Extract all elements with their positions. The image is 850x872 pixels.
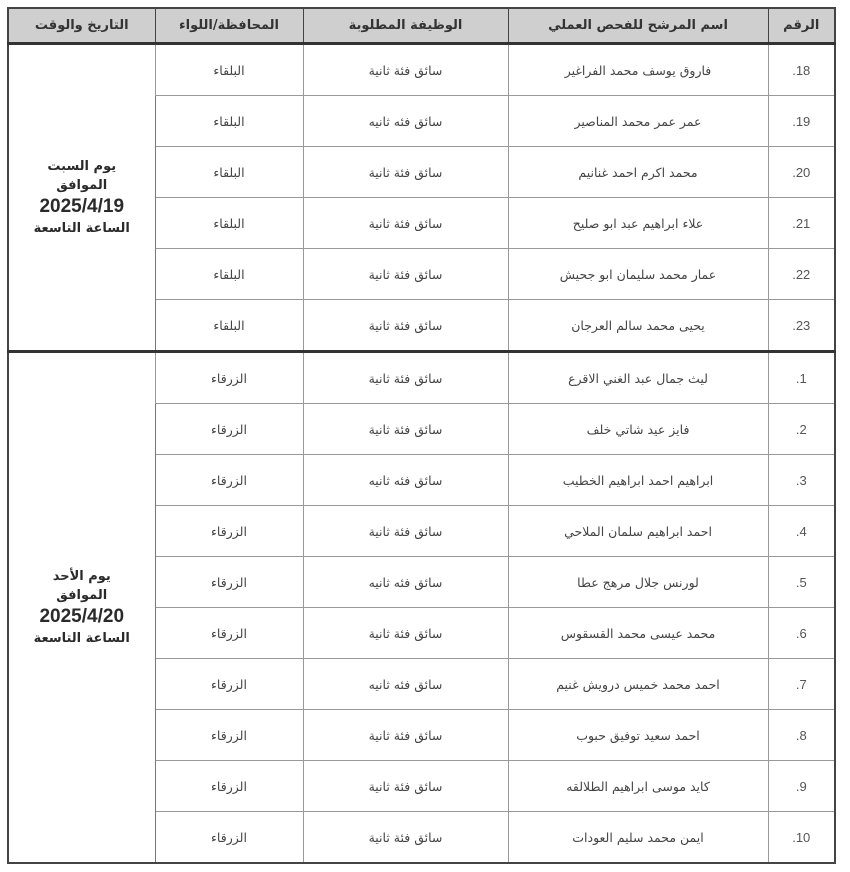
job-title: سائق فئه ثانيه (303, 659, 508, 710)
candidate-name: احمد ابراهيم سلمان الملاحي (508, 506, 768, 557)
province: الزرقاء (155, 506, 303, 557)
row-number: 1. (768, 352, 835, 404)
row-number: 21. (768, 198, 835, 249)
row-number: 18. (768, 44, 835, 96)
row-number: 20. (768, 147, 835, 198)
job-title: سائق فئة ثانية (303, 710, 508, 761)
row-number: 5. (768, 557, 835, 608)
candidate-name: يحيى محمد سالم العرجان (508, 300, 768, 352)
job-title: سائق فئه ثانيه (303, 455, 508, 506)
exam-schedule-table (7, 7, 836, 864)
candidate-name: فايز عيد شاتي خلف (508, 404, 768, 455)
job-title: سائق فئه ثانيه (303, 557, 508, 608)
row-number: 22. (768, 249, 835, 300)
province: الزرقاء (155, 352, 303, 404)
table-row (8, 352, 835, 404)
schedule-time: الساعة التاسعة (33, 221, 130, 236)
row-number: 10. (768, 812, 835, 864)
header-job: الوظيفة المطلوبة (303, 8, 508, 44)
province: الزرقاء (155, 557, 303, 608)
schedule-time: الساعة التاسعة (33, 631, 130, 646)
schedule-day: يوم الأحد (52, 569, 111, 584)
row-number: 3. (768, 455, 835, 506)
candidate-name: لورنس جلال مرهج عطا (508, 557, 768, 608)
province: البلقاء (155, 198, 303, 249)
job-title: سائق فئة ثانية (303, 44, 508, 96)
candidate-name: ايمن محمد سليم العودات (508, 812, 768, 864)
job-title: سائق فئة ثانية (303, 147, 508, 198)
row-number: 2. (768, 404, 835, 455)
job-title: سائق فئة ثانية (303, 300, 508, 352)
schedule-datetime (8, 44, 155, 352)
province: الزرقاء (155, 608, 303, 659)
candidate-name: عمار محمد سليمان ابو جحيش (508, 249, 768, 300)
province: الزرقاء (155, 659, 303, 710)
candidate-name: محمد عيسى محمد القسقوس (508, 608, 768, 659)
job-title: سائق فئة ثانية (303, 812, 508, 864)
province: البلقاء (155, 44, 303, 96)
header-datetime: التاريخ والوقت (8, 8, 155, 44)
province: الزرقاء (155, 812, 303, 864)
candidate-name: علاء ابراهيم عبد ابو صليح (508, 198, 768, 249)
row-number: 19. (768, 96, 835, 147)
schedule-corresponding: الموافق (56, 588, 108, 603)
province: الزرقاء (155, 761, 303, 812)
row-number: 7. (768, 659, 835, 710)
schedule-corresponding: الموافق (56, 178, 108, 193)
job-title: سائق فئة ثانية (303, 404, 508, 455)
province: الزرقاء (155, 710, 303, 761)
candidate-name: محمد اكرم احمد غنانيم (508, 147, 768, 198)
schedule-date: 2025/4/19 (39, 196, 125, 217)
row-number: 23. (768, 300, 835, 352)
row-number: 9. (768, 761, 835, 812)
row-number: 4. (768, 506, 835, 557)
candidate-name: احمد سعيد توفيق حبوب (508, 710, 768, 761)
candidate-name: عمر عمر محمد المناصير (508, 96, 768, 147)
province: البلقاء (155, 147, 303, 198)
schedule-date: 2025/4/20 (39, 606, 125, 627)
header-row (8, 8, 835, 44)
table-body (8, 44, 835, 864)
job-title: سائق فئة ثانية (303, 198, 508, 249)
candidate-name: كايد موسى ابراهيم الطلالقه (508, 761, 768, 812)
candidate-name: فاروق يوسف محمد الفراغير (508, 44, 768, 96)
job-title: سائق فئة ثانية (303, 506, 508, 557)
row-number: 8. (768, 710, 835, 761)
job-title: سائق فئة ثانية (303, 352, 508, 404)
job-title: سائق فئة ثانية (303, 761, 508, 812)
province: الزرقاء (155, 404, 303, 455)
job-title: سائق فئة ثانية (303, 608, 508, 659)
candidate-name: احمد محمد خميس درويش غنيم (508, 659, 768, 710)
table-row (8, 44, 835, 96)
province: البلقاء (155, 300, 303, 352)
job-title: سائق فئه ثانيه (303, 96, 508, 147)
schedule-day: يوم السبت (47, 159, 117, 174)
candidate-name: ليث جمال عبد الغني الاقرع (508, 352, 768, 404)
header-province: المحافظة/اللواء (155, 8, 303, 44)
province: البلقاء (155, 249, 303, 300)
job-title: سائق فئة ثانية (303, 249, 508, 300)
province: الزرقاء (155, 455, 303, 506)
row-number: 6. (768, 608, 835, 659)
candidate-name: ابراهيم احمد ابراهيم الخطيب (508, 455, 768, 506)
province: البلقاء (155, 96, 303, 147)
header-number: الرقم (768, 8, 835, 44)
schedule-datetime (8, 352, 155, 864)
header-name: اسم المرشح للفحص العملي (508, 8, 768, 44)
